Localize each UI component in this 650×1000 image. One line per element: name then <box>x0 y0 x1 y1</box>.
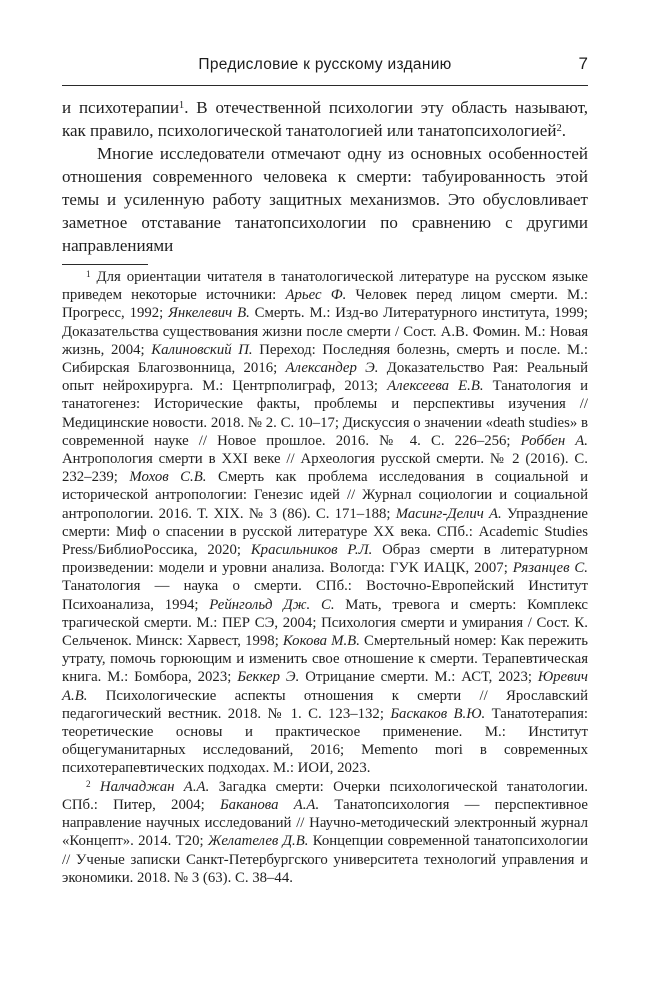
page-number: 7 <box>578 54 588 73</box>
footnote-marker: 1 <box>178 100 185 112</box>
footnote-separator <box>62 264 148 265</box>
footnote-marker: 2 <box>556 123 562 135</box>
running-head <box>62 0 588 78</box>
footnote-2: $^2$ Налчаджан А.А. Загадка смерти: Очерки психологической танатологии. СПб.: Питер, 2004; Баканова А.А. Танатопсихология — перспективное направление научных исследований // Научно-методический электронный журнал «Концепт». 2014. Т20; Желателев Д.В. Концепции современной танатопсихологии // Ученые записки Санкт-Петербургского университета технологий управления и экономики. 2018. № 3 (63). С. 38–44. <box>62 778 589 886</box>
page-body <box>62 96 588 257</box>
header-rule <box>62 85 588 86</box>
footnote-1: $^1$ Для ориентации читателя в танатологической литературе на русском языке приведем некоторые источники: Арьес Ф. Человек перед лицом смерти. М.: Прогресс, 1992; Янкелевич В. Смерть. М.: Изд-во Литературного института, 1999; Доказательства существования жизни после смерти / Сост. А.В. Фомин. М.: Новая жизнь, 2004; Калиновский П. Переход: Последняя болезнь, смерть и после. М.: Сибирская Благозвонница, 2016; Александер Э. Доказательство Рая: Реальный опыт нейрохирурга. М.: Центрполиграф, 2013; Алексеева Е.В. Танатология и танатогенез: Исторические факты, проблемы и перспективы изучения // Медицинские новости. 2018. № 2. С. 10–17; Дискуссия о значении «death studies» в современной науке // Новое прошлое. 2016. № 4. С. 226–256; Роббен А. Антропология смерти в XXI веке // Археология русской смерти. № 2 (2016). С. 232–239; Мохов С.В. Смерть как проблема исследования в социальной и исторической антропологии: Генезис идей // Журнал социологии и социальной антропологии. 2016. Т. XIX. № 3 (86). С. 171–188; Масинг-Делич А. Упразднение смерти: Миф о спасении в русской литературе XX века. СПб.: Academic Studies Press/БиблиоРоссика, 2020; Красильников Р.Л. Образ смерти в литературном произведении: модели и уровни анализа. Вологда: ГУК ИАЦК, 2007; Рязанцев С. Танатология — наука о смерти. СПб.: Восточно-Европейский Институт Психоанализа, 1994; Рейнгольд Дж. С. Мать, тревога и смерть: Комплекс трагической смерти. М.: ПЕР СЭ, 2004; Психология смерти и умирания / Сост. К. Сельченок. Минск: Харвест, 1998; Кокова М.В. Смертельный номер: Как пережить утрату, помочь горюющим и изменить свое отношение к смерти. Терапевтическая книга. М.: Бомбора, 2023; Беккер Э. Отрицание смерти. М.: АСТ, 2023; Юревич А.В. Психологические аспекты отношения к смерти // Ярославский педагогический вестник. 2018. № 1. С. 123–132; Баскаков В.Ю. Танатотерапия: теоретические основы и практическое применение. М.: Институт общегуманитарных исследований, 2016; Memento mori в современных психотерапевтических подходах. М.: ИОИ, 2023. <box>62 268 589 777</box>
footnote-marker: 2 <box>86 778 91 789</box>
footnotes-block <box>62 268 588 887</box>
running-head-title: Предисловие к русскому изданию <box>198 56 452 73</box>
footnote-marker: 1 <box>86 268 91 279</box>
body-paragraph-2: Многие исследователи отмечают одну из основных особенностей отношения современного человека к смерти: табуированность этой темы и усиленную работу защитных механизмов. Это обусловливает заметное отставание танатопсихологии по сравнению с другими направлениями <box>62 144 588 255</box>
body-paragraph-1: и психотерапии$^1$. В отечественной психологии эту область называют, как правило, психологической танатологией или танатопсихологией$^2$. <box>62 98 589 140</box>
